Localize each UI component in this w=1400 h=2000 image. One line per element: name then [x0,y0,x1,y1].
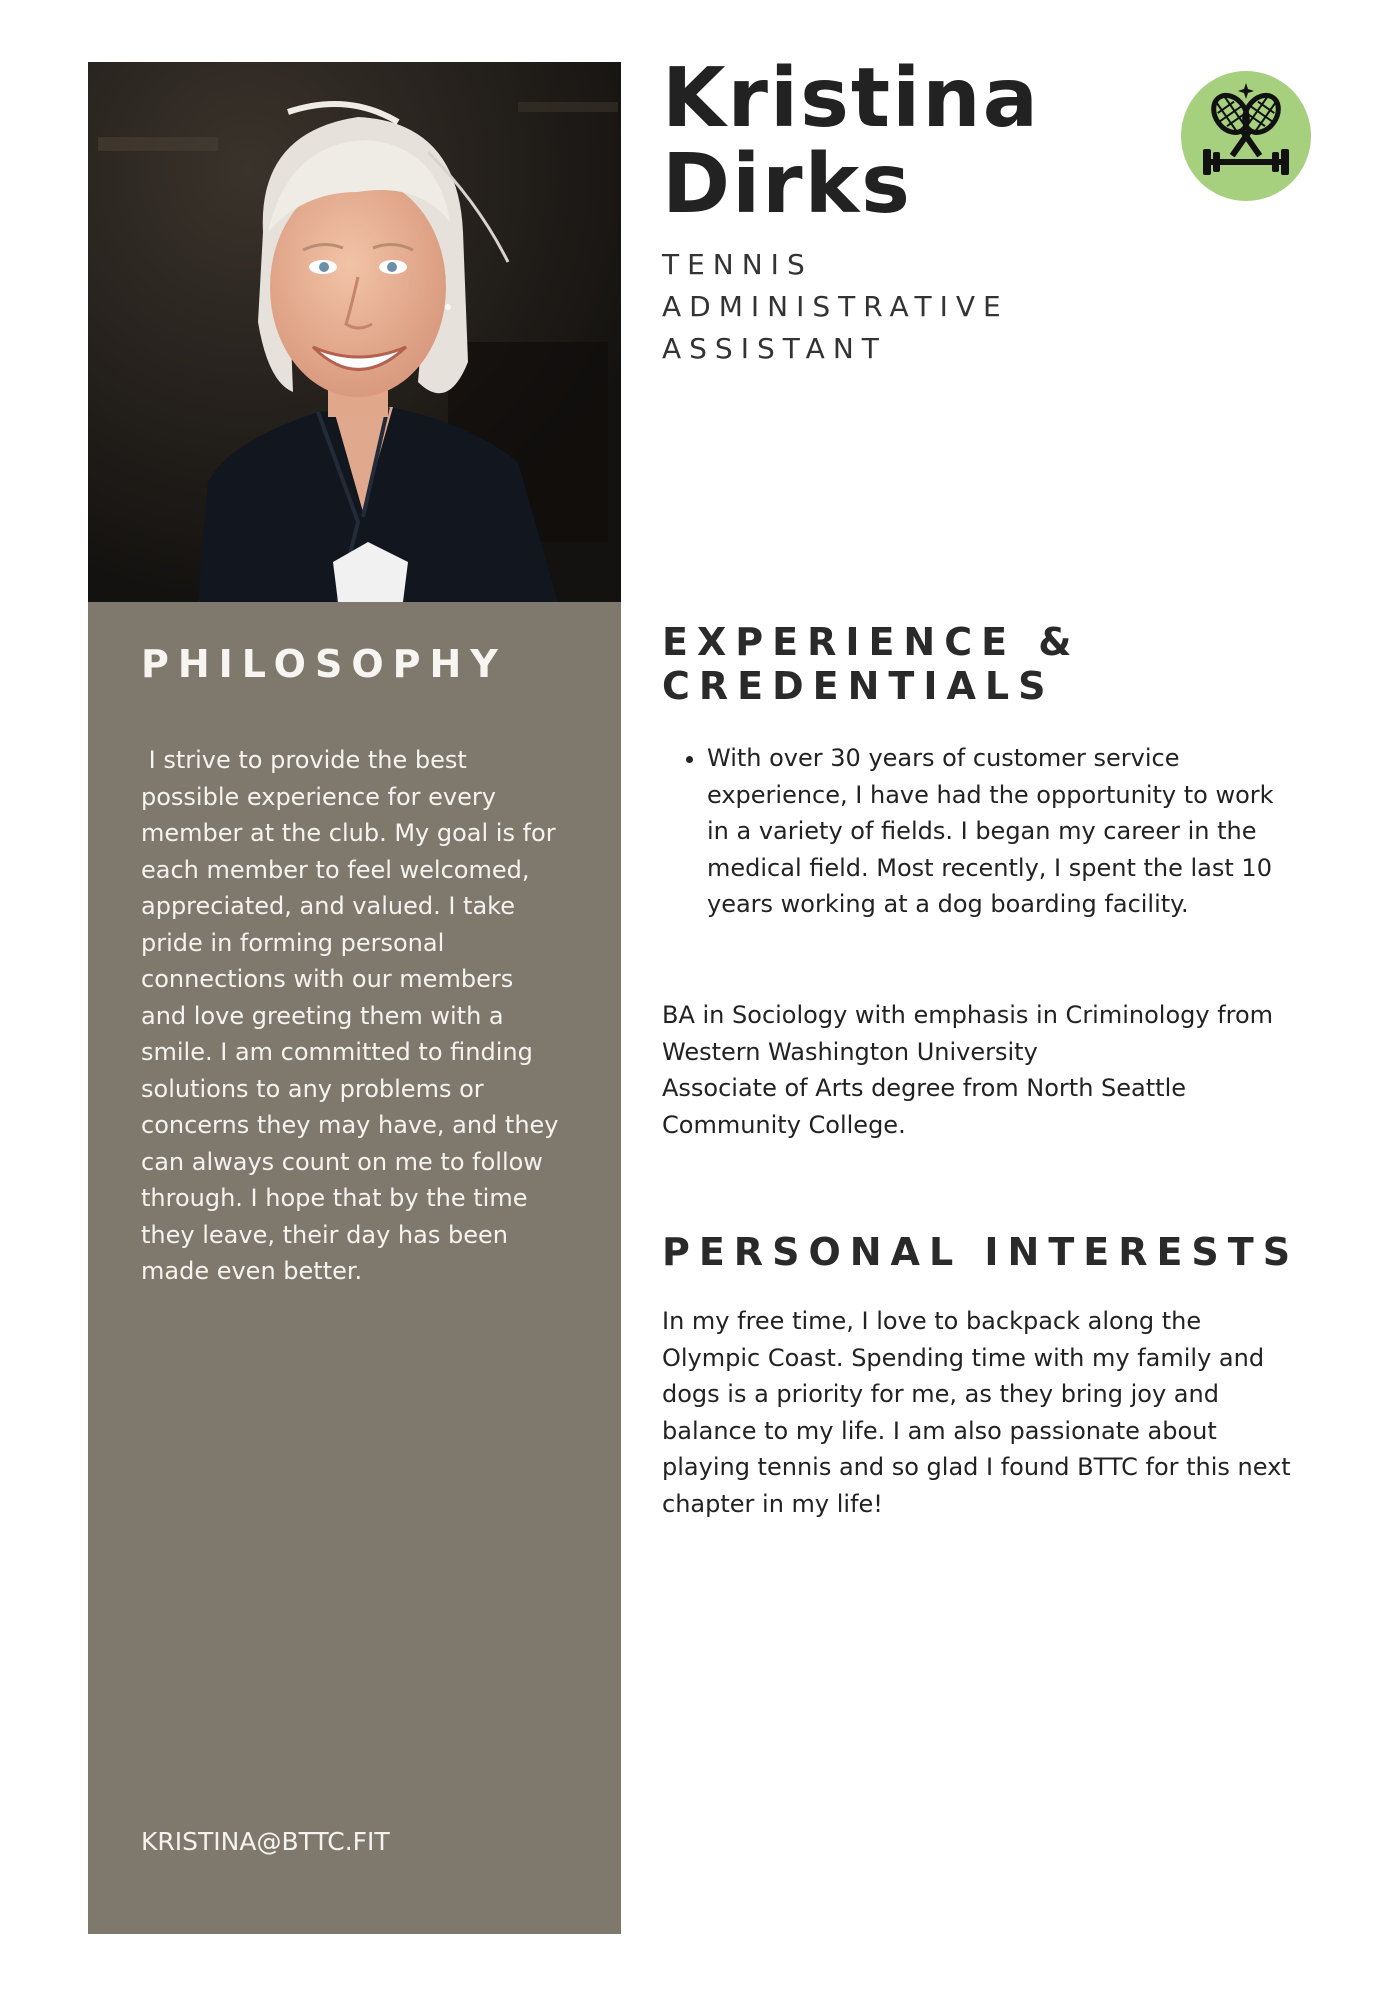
portrait-illustration [88,62,621,602]
experience-list [662,740,1302,923]
philosophy-heading: PHILOSOPHY [141,642,507,686]
profile-photo [88,62,621,602]
experience-bullet: • With over 30 years of customer service experience, I have had the opportunity to work in a variety of fields. I began my career in the medical field. Most recently, I spent the last 10 years working at a dog boarding facility. [707,740,1302,923]
email-address: KRISTINA@BTTC.FIT [141,1827,390,1856]
name-first: Kristina [662,51,1040,146]
credentials-text [662,997,1302,1143]
job-title-line-3: ASSISTANT [662,332,887,365]
philosophy-sidebar [88,602,621,1934]
job-title-line-1: TENNIS [662,248,813,281]
crossed-tennis-rackets-and-barbell-icon [1181,71,1311,201]
club-logo [1181,71,1311,201]
interests-heading [662,1230,1299,1274]
credential-degree-ba: BA in Sociology with emphasis in Criminology from Western Washington University [662,1001,1274,1066]
interests-heading-text: PERSONAL INTERESTS [662,1230,1300,1274]
job-title [662,244,1009,370]
experience-heading-line-2: CREDENTIALS [662,664,1055,708]
experience-heading-line-1: EXPERIENCE & [662,620,1081,664]
job-title-line-2: ADMINISTRATIVE [662,290,1009,323]
person-name [662,51,1040,232]
philosophy-text: I strive to provide the best possible experience for every member at the club. My goal is for each member to feel welcomed, appreciated, and valued. I take pride in forming personal connections with our members and love greeting them with a smile. I am committed to finding solutions to any problems or concerns they may have, and they can always count on me to follow through. I hope that by the time they leave, their day has been made even better. [141,746,567,1285]
credential-degree-aa: Associate of Arts degree from North Seattle Community College. [662,1074,1187,1139]
name-last: Dirks [662,137,912,232]
interests-text: In my free time, I love to backpack along the Olympic Coast. Spending time with my family and dogs is a priority for me, as they bring joy and balance to my life. I am also passionate about playing tennis and so glad I found BTTC for this next chapter in my life! [662,1307,1291,1518]
experience-heading [662,620,1080,708]
